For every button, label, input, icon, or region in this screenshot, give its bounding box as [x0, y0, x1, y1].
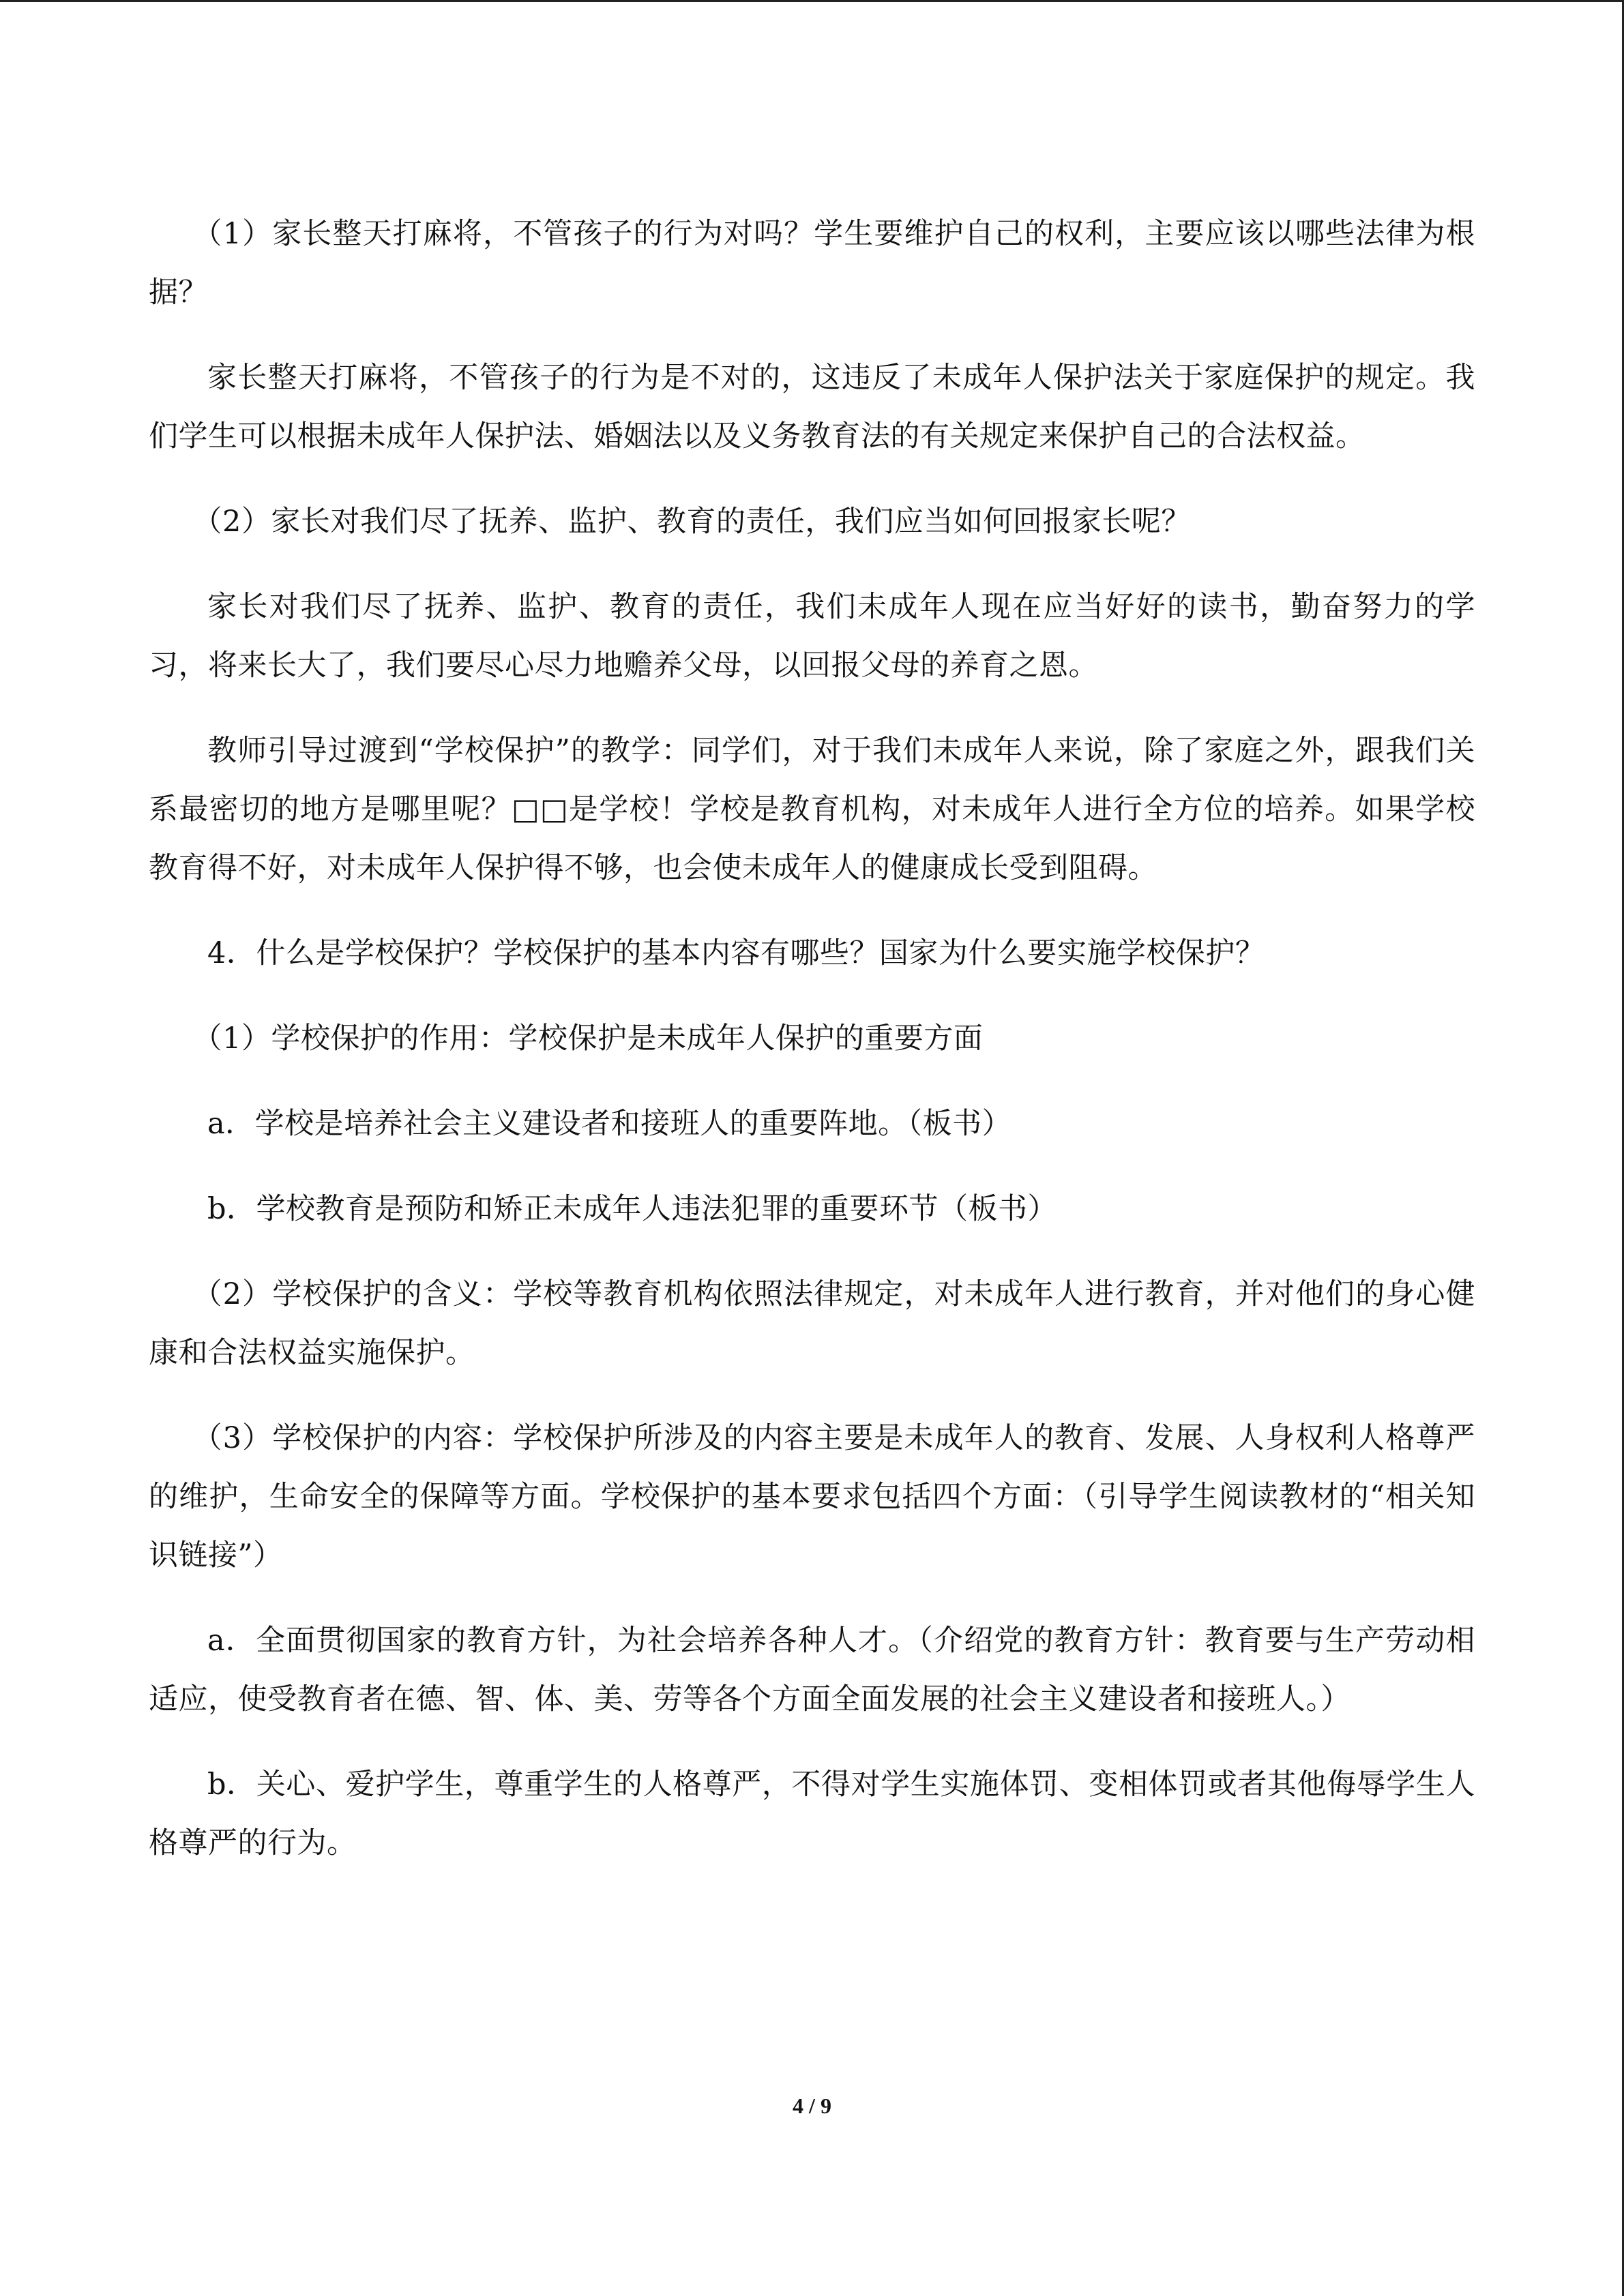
- page-border-top: [0, 0, 1624, 2]
- answer-2-paragraph: 家长对我们尽了抚养、监护、教育的责任，我们未成年人现在应当好好的读书，勤奋努力的学习，将来长大了，我们要尽心尽力地赡养父母，以回报父母的养育之恩。: [149, 590, 1475, 683]
- page-number: 4 / 9: [793, 2093, 831, 2118]
- question-1-paragraph: （1）家长整天打麻将，不管孩子的行为对吗？学生要维护自己的权利，主要应该以哪些法律为根据？: [149, 217, 1475, 310]
- role-item-a: a．学校是培养社会主义建设者和接班人的重要阵地。（板书）: [207, 1107, 1012, 1141]
- answer-1-paragraph: 家长整天打麻将，不管孩子的行为是不对的，这违反了未成年人保护法关于家庭保护的规定。我们学生可以根据未成年人保护法、婚姻法以及义务教育法的有关规定来保护自己的合法权益。: [149, 361, 1475, 453]
- question-2-paragraph: （2）家长对我们尽了抚养、监护、教育的责任，我们应当如何回报家长呢？: [192, 505, 1191, 539]
- role-paragraph: （1）学校保护的作用：学校保护是未成年人保护的重要方面: [192, 1022, 984, 1056]
- section-4-heading: 4．什么是学校保护？学校保护的基本内容有哪些？国家为什么要实施学校保护？: [207, 936, 1265, 970]
- requirement-item-a: a．全面贯彻国家的教育方针，为社会培养各种人才。（介绍党的教育方针：教育要与生产劳动相适应，使受教育者在德、智、体、美、劳等各个方面全面发展的社会主义建设者和接班人。）: [149, 1624, 1475, 1716]
- role-item-b: b．学校教育是预防和矫正未成年人违法犯罪的重要环节（板书）: [207, 1192, 1058, 1226]
- meaning-paragraph: （2）学校保护的含义：学校等教育机构依照法律规定，对未成年人进行教育，并对他们的身心健康和合法权益实施保护。: [149, 1277, 1475, 1370]
- content-paragraph: （3）学校保护的内容：学校保护所涉及的内容主要是未成年人的教育、发展、人身权利人格尊严的维护，生命安全的保障等方面。学校保护的基本要求包括四个方面：（引导学生阅读教材的“相关知识链接”）: [149, 1421, 1475, 1572]
- transition-paragraph: 教师引导过渡到“学校保护”的教学：同学们，对于我们未成年人来说，除了家庭之外，跟我们关系最密切的地方是哪里呢？□□是学校！学校是教育机构，对未成年人进行全方位的培养。如果学校教育得不好，对未成年人保护得不够，也会使未成年人的健康成长受到阻碍。: [149, 734, 1475, 885]
- requirement-item-b: b．关心、爱护学生，尊重学生的人格尊严，不得对学生实施体罚、变相体罚或者其他侮辱学生人格尊严的行为。: [149, 1768, 1475, 1860]
- document-body: [149, 205, 1475, 1899]
